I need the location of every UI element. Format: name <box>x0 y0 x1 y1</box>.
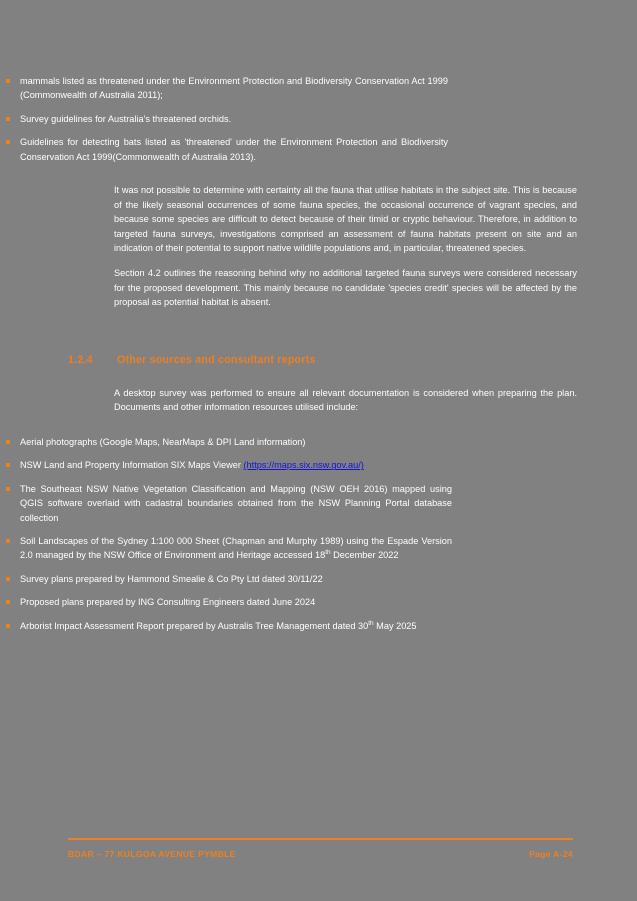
ordinal-suffix: th <box>325 549 331 557</box>
list-item: Survey plans prepared by Hammond Smealie & Co Pty Ltd dated 30/11/22 <box>0 572 452 586</box>
list-item: Survey guidelines for Australia's threatened orchids. <box>0 112 448 126</box>
list-item-six-maps <box>0 458 452 472</box>
list-item-arborist-report <box>0 619 452 633</box>
list-item: mammals listed as threatened under the Environment Protection and Biodiversity Conservation Act 1999 (Commonwealth of Australia 2011); <box>0 74 448 103</box>
six-maps-link[interactable]: (https://maps.six.nsw.gov.au/) <box>243 460 364 471</box>
list-item-label: Arborist Impact Assessment Report prepared by Australis Tree Management dated 30 <box>20 620 369 631</box>
threatened-species-guidelines-list <box>0 74 448 164</box>
list-item: The Southeast NSW Native Vegetation Classification and Mapping (NSW OEH 2016) mapped using QGIS software overlaid with cadastral boundaries obtained from the NSW Planning Portal database collection <box>0 482 452 525</box>
section-number: 1.2.4 <box>68 353 93 366</box>
ordinal-suffix: th <box>368 619 374 627</box>
list-item-label-tail: December 2022 <box>330 550 399 561</box>
footer-page-number: Page A-24 <box>529 849 573 859</box>
list-item: Proposed plans prepared by ING Consulting Engineers dated June 2024 <box>0 595 452 609</box>
page-footer <box>68 838 573 859</box>
paragraph: A desktop survey was performed to ensure all relevant documentation is considered when preparing the plan. Documents and other information resources utilised include: <box>114 387 577 413</box>
list-item-label-tail: May 2025 <box>373 620 417 631</box>
information-sources-list <box>0 435 452 633</box>
section-heading <box>68 354 568 366</box>
list-item-soil-landscapes <box>0 534 452 563</box>
footer-divider <box>68 838 573 840</box>
desktop-survey-intro <box>114 386 577 415</box>
fauna-survey-paragraphs <box>114 183 577 310</box>
list-item-label: NSW Land and Property Information SIX Maps Viewer <box>20 460 244 471</box>
section-title: Other sources and consultant reports <box>117 353 316 366</box>
footer-document-title: BDAR – 77 KULGOA AVENUE PYMBLE <box>68 849 236 859</box>
list-item-label: Soil Landscapes of the Sydney 1:100 000 Sheet (Chapman and Murphy 1989) using the Espade Version 2.0 managed by the NSW Office of Environment and Heritage accessed 18 <box>20 536 452 561</box>
paragraph: It was not possible to determine with certainty all the fauna that utilise habitats in the subject site. This is because of the likely seasonal occurrences of some fauna species, the occasional occurrence of vagrant species, and because some species are difficult to detect because of their timid or cryptic behaviour. Therefore, in addition to targeted fauna surveys, investigations comprised an assessment of fauna habitats present on site and an indication of their potential to support native wildlife populations and, in particular, threatened species. <box>114 185 577 254</box>
list-item: Aerial photographs (Google Maps, NearMaps & DPI Land information) <box>0 435 452 449</box>
paragraph: Section 4.2 outlines the reasoning behind why no additional targeted fauna surveys were considered necessary for the proposed development. This mainly because no candidate 'species credit' species will be affected by the proposal as potential habitat is absent. <box>114 268 577 308</box>
list-item: Guidelines for detecting bats listed as 'threatened' under the Environment Protection and Biodiversity Conservation Act 1999(Commonwealth of Australia 2013). <box>0 135 448 164</box>
